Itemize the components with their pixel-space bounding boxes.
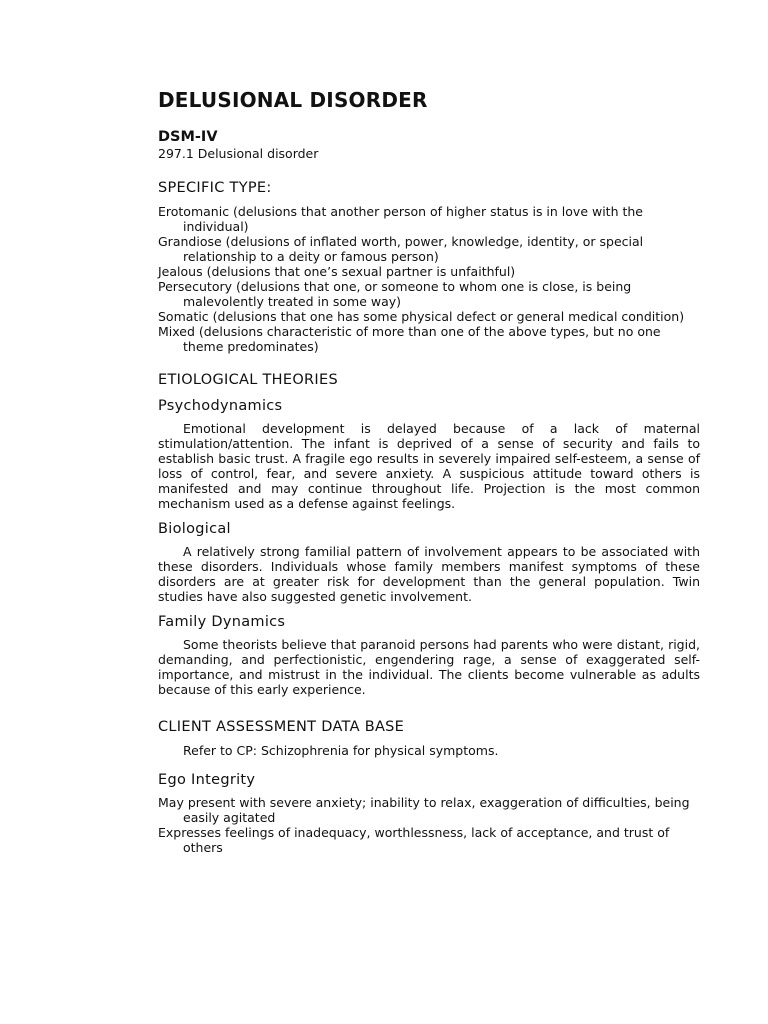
list-item: Grandiose (delusions of inflated worth, power, knowledge, identity, or special relationship to a deity or famous person) [158, 234, 644, 264]
ego-integrity-heading: Ego Integrity [158, 772, 256, 788]
list-item: Expresses feelings of inadequacy, worthlessness, lack of acceptance, and trust of others [158, 825, 670, 855]
document-page [158, 86, 700, 855]
specific-type-heading: SPECIFIC TYPE: [158, 180, 272, 196]
family-dynamics-paragraph: Some theorists believe that paranoid persons had parents who were distant, rigid, demanding, and perfectionistic, engendering rage, a sense of exaggerated self-importance, and mistrust in the individual. The clients become vulnerable as adults because of this early experience. [158, 637, 700, 697]
biological-paragraph: A relatively strong familial pattern of involvement appears to be associated with these disorders. Individuals whose family members manifest symptoms of these disorders are at greater risk for development than the general population. Twin studies have also suggested genetic involvement. [158, 544, 700, 604]
etiological-theories-heading: ETIOLOGICAL THEORIES [158, 372, 338, 388]
list-item: Erotomanic (delusions that another person of higher status is in love with the individual) [158, 204, 643, 234]
ego-integrity-list [158, 795, 700, 855]
psychodynamics-heading: Psychodynamics [158, 398, 283, 414]
list-item: Somatic (delusions that one has some physical defect or general medical condition) [158, 309, 685, 324]
dsm-heading: DSM-IV [158, 129, 218, 145]
list-item: May present with severe anxiety; inability to relax, exaggeration of difficulties, being easily agitated [158, 795, 690, 825]
biological-heading: Biological [158, 521, 231, 537]
client-assessment-heading: CLIENT ASSESSMENT DATA BASE [158, 719, 405, 735]
specific-type-list [158, 204, 700, 354]
psychodynamics-paragraph: Emotional development is delayed because of a lack of maternal stimulation/attention. The infant is deprived of a sense of security and fails to establish basic trust. A fragile ego results in severely impaired self-esteem, a sense of loss of control, fear, and severe anxiety. A suspicious attitude toward others is manifested and may continue throughout life. Projection is the most common mechanism used as a defense against feelings. [158, 421, 700, 511]
client-assessment-paragraph: Refer to CP: Schizophrenia for physical symptoms. [183, 743, 499, 758]
list-item: Mixed (delusions characteristic of more than one of the above types, but no one theme predominates) [158, 324, 661, 354]
list-item: Jealous (delusions that one’s sexual partner is unfaithful) [158, 264, 516, 279]
family-dynamics-heading: Family Dynamics [158, 614, 286, 630]
list-item: Persecutory (delusions that one, or someone to whom one is close, is being malevolently treated in some way) [158, 279, 632, 309]
dsm-code-line: 297.1 Delusional disorder [158, 146, 319, 161]
page-title: DELUSIONAL DISORDER [158, 88, 428, 112]
